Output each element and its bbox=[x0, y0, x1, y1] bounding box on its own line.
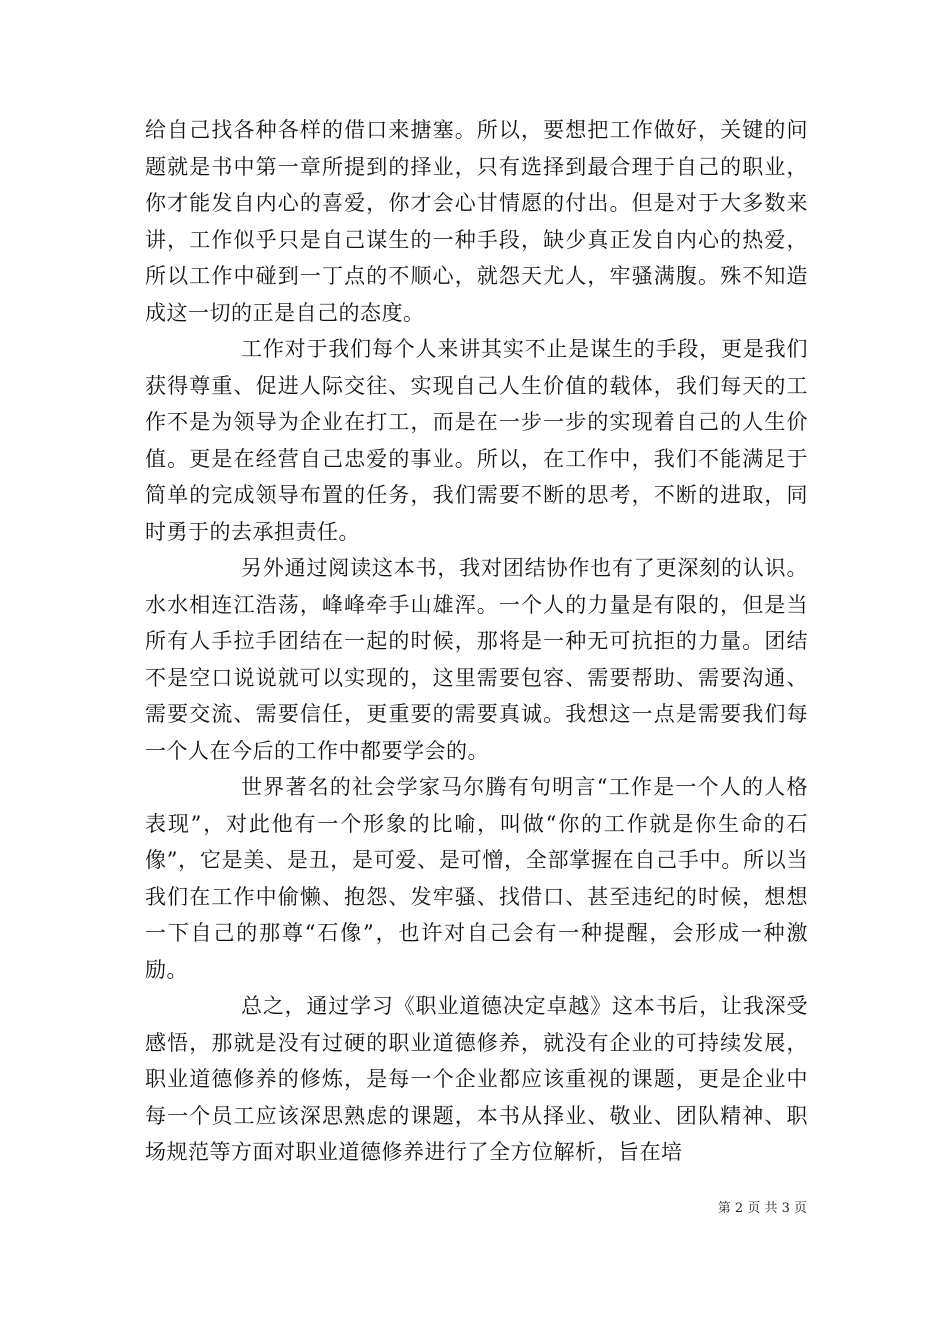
page-number-footer bbox=[718, 1201, 807, 1217]
paragraph-conclusion: 总之，通过学习《职业道德决定卓越》这本书后，让我深受感悟，那就是没有过硬的职业道德修养，就没有企业的可持续发展，职业道德修养的修炼，是每一个企业都应该重视的课题，更是企业中每一个员工应该深思熟虑的课题，本书从择业、敬业、团队精神、职场规范等方面对职业道德修养进行了全方位解析，旨在培 bbox=[145, 994, 808, 1164]
paragraph-continuation: 给自己找各种各样的借口来搪塞。所以，要想把工作做好，关键的问题就是书中第一章所提到的择业，只有选择到最合理于自己的职业，你才能发自内心的喜爱，你才会心甘情愿的付出。但是对于大多数来讲，工作似乎只是自己谋生的一种手段，缺少真正发自内心的热爱，所以工作中碰到一丁点的不顺心，就怨天尤人，牢骚满腹。殊不知造成这一切的正是自己的态度。 bbox=[145, 118, 808, 325]
page-number-label: 第 2 页 共 3 页 bbox=[717, 1201, 807, 1216]
document-body bbox=[145, 112, 808, 1171]
paragraph-work-value: 工作对于我们每个人来讲其实不止是谋生的手段，更是我们获得尊重、促进人际交往、实现自己人生价值的载体，我们每天的工作不是为领导为企业在打工，而是在一步一步的实现着自己的人生价值。更是在经营自己忠爱的事业。所以，在工作中，我们不能满足于简单的完成领导布置的任务，我们需要不断的思考，不断的进取，同时勇于的去承担责任。 bbox=[145, 337, 808, 544]
paragraph-stone-statue: 世界著名的社会学家马尔腾有句明言“工作是一个人的人格表现”，对此他有一个形象的比喻，叫做“你的工作就是你生命的石像”，它是美、是丑，是可爱、是可憎，全部掌握在自己手中。所以当我们在工作中偷懒、抱怨、发牢骚、找借口、甚至违纪的时候，想想一下自己的那尊“石像”，也许对自己会有一种提醒，会形成一种激励。 bbox=[145, 775, 808, 982]
paragraph-teamwork: 另外通过阅读这本书，我对团结协作也有了更深刻的认识。水水相连江浩荡，峰峰牵手山雄浑。一个人的力量是有限的，但是当所有人手拉手团结在一起的时候，那将是一种无可抗拒的力量。团结不是空口说说就可以实现的，这里需要包容、需要帮助、需要沟通、需要交流、需要信任，更重要的需要真诚。我想这一点是需要我们每一个人在今后的工作中都要学会的。 bbox=[145, 556, 808, 763]
